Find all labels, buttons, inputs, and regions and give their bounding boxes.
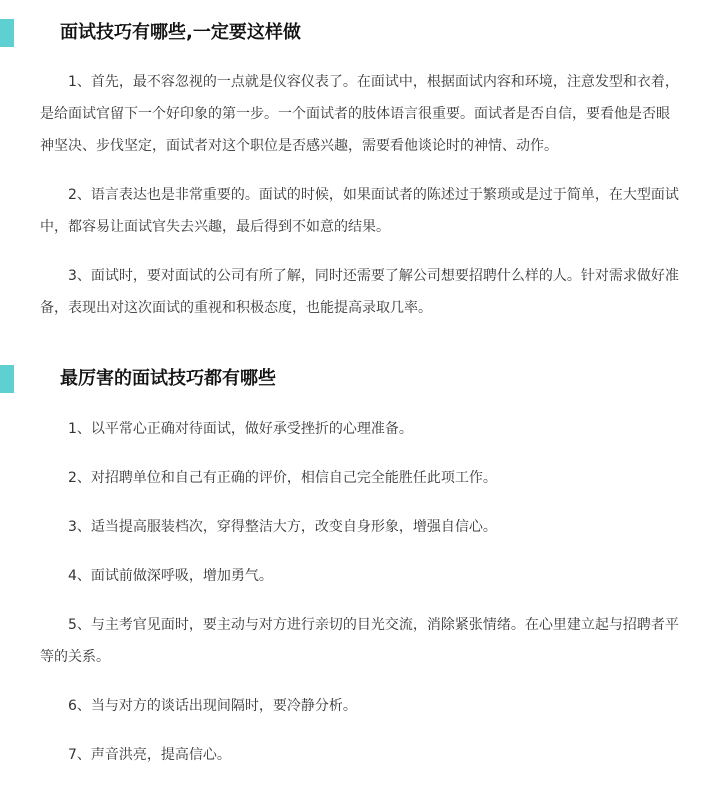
section-title: 面试技巧有哪些,一定要这样做 [60, 22, 301, 43]
paragraph: 2、语言表达也是非常重要的。面试的时候，如果面试者的陈述过于繁琐或是过于简单，在大型面试中，都容易让面试官失去兴趣，最后得到不如意的结果。 [40, 187, 679, 235]
paragraph: 6、当与对方的谈话出现间隔时，要冷静分析。 [68, 698, 357, 714]
heading-accent-bar [0, 19, 14, 47]
heading-accent-bar [0, 365, 14, 393]
article-section-best-tips [0, 365, 718, 788]
paragraph: 4、面试前做深呼吸，增加勇气。 [68, 568, 273, 584]
paragraph: 7、声音洪亮，提高信心。 [68, 747, 231, 763]
paragraph: 3、适当提高服装档次，穿得整洁大方，改变自身形象，增强自信心。 [68, 519, 497, 535]
paragraph: 5、与主考官见面时，要主动与对方进行亲切的目光交流，消除紧张情绪。在心里建立起与招聘者平等的关系。 [40, 617, 679, 665]
paragraph: 2、对招聘单位和自己有正确的评价，相信自己完全能胜任此项工作。 [68, 470, 497, 486]
paragraph: 1、首先，最不容忽视的一点就是仪容仪表了。在面试中，根据面试内容和环境，注意发型和衣着，是给面试官留下一个好印象的第一步。一个面试者的肢体语言很重要。面试者是否自信，要看他是否眼神坚决、步伐坚定，面试者对这个职位是否感兴趣，需要看他谈论时的神情、动作。 [40, 74, 679, 154]
section-heading [0, 365, 718, 393]
paragraph: 1、以平常心正确对待面试，做好承受挫折的心理准备。 [68, 421, 413, 437]
paragraph: 3、面试时，要对面试的公司有所了解，同时还需要了解公司想要招聘什么样的人。针对需求做好准备，表现出对这次面试的重视和积极态度，也能提高录取几率。 [40, 268, 679, 316]
article-section-tips [0, 19, 718, 341]
section-heading [0, 19, 718, 47]
section-title: 最厉害的面试技巧都有哪些 [60, 368, 276, 389]
